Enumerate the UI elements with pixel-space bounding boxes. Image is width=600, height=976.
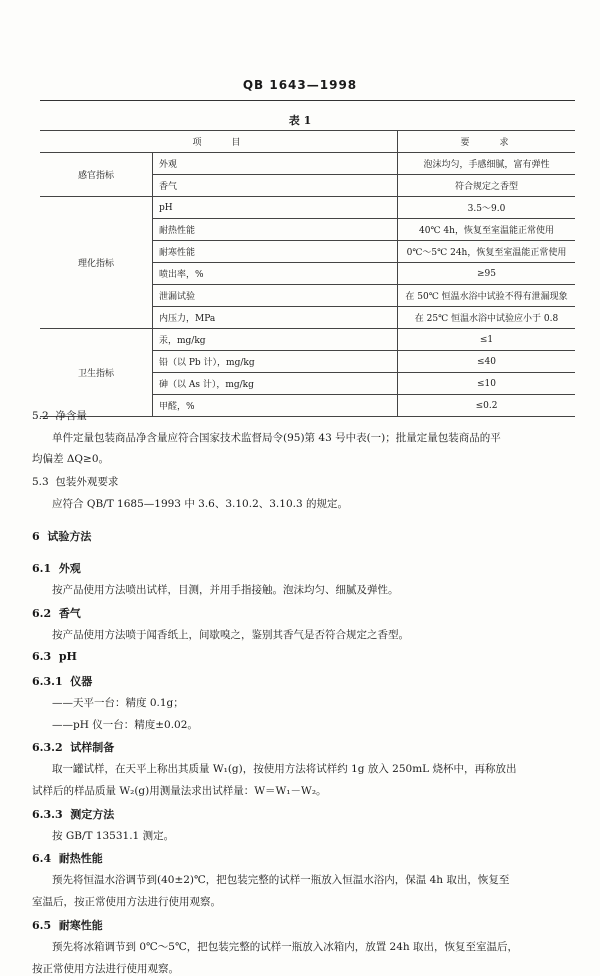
table-row [40, 197, 575, 219]
requirement-cell: 3.5～9.0 [398, 197, 576, 219]
section-heading-6 [32, 528, 91, 544]
section-heading-5-2 [32, 408, 87, 423]
item-cell: 外观 [153, 153, 398, 175]
requirement-cell: 泡沫均匀，手感细腻，富有弹性 [398, 153, 576, 175]
section-title: 净含量 [55, 410, 87, 422]
paragraph-line: 均偏差 ΔQ≥0。 [32, 453, 110, 465]
section-title: 仪器 [70, 675, 93, 688]
requirement-cell: 40℃ 4h，恢复至室温能正常使用 [398, 219, 576, 241]
document-code-header: QB 1643—1998 [242, 78, 358, 92]
paragraph-line: 取一罐试样，在天平上称出其质量 W₁(g)，按使用方法将试样约 1g 放入 250mL 烧杯中，再称放出 [52, 763, 517, 775]
paragraph-line: 按正常使用方法进行使用观察。 [32, 963, 179, 975]
section-heading-6-5 [32, 917, 103, 933]
section-number: 6 [32, 530, 40, 543]
requirement-cell: 符合规定之香型 [398, 175, 576, 197]
section-heading-6-3-2 [32, 739, 114, 755]
item-cell: 香气 [153, 175, 398, 197]
section-heading-6-4 [32, 850, 103, 866]
item-cell: 耐热性能 [153, 219, 398, 241]
section-title: 测定方法 [70, 808, 115, 821]
section-title: 外观 [58, 562, 81, 575]
requirement-cell: 0℃～5℃ 24h，恢复至室温能正常使用 [398, 241, 576, 263]
item-cell: 泄漏试验 [153, 285, 398, 307]
section-number: 6.1 [32, 562, 52, 575]
paragraph-line: 室温后，按正常使用方法进行使用观察。 [32, 896, 221, 908]
item-cell: pH [153, 197, 398, 219]
requirement-cell: ≤1 [398, 329, 576, 351]
section-number: 6.4 [32, 852, 52, 865]
paragraph-line: 试样后的样品质量 W₂(g)用测量法求出试样量：W＝W₁－W₂。 [32, 785, 327, 797]
table-title: 表 1 [288, 114, 312, 127]
section-number: 6.3.2 [32, 741, 63, 754]
list-line: ——pH 仪一台：精度±0.02。 [52, 719, 198, 731]
requirement-cell: ≤0.2 [398, 395, 576, 417]
section-title: 耐热性能 [58, 852, 103, 865]
section-number: 6.5 [32, 919, 52, 932]
category-cell: 卫生指标 [40, 329, 153, 417]
paragraph-line: 按产品使用方法喷出试样，目测，并用手指接触。泡沫均匀、细腻及弹性。 [52, 584, 399, 596]
paragraph-line: 应符合 QB/T 1685—1993 中 3.6、3.10.2、3.10.3 的规定。 [52, 498, 348, 510]
section-heading-6-1 [32, 560, 81, 576]
table-row [40, 153, 575, 175]
section-title: 试样制备 [70, 741, 115, 754]
section-heading-6-2 [32, 605, 81, 621]
section-number: 5.3 [32, 476, 49, 488]
paragraph-line: 按 GB/T 13531.1 测定。 [52, 830, 175, 842]
category-cell: 理化指标 [40, 197, 153, 329]
section-number: 6.3.3 [32, 808, 63, 821]
section-heading-6-3 [32, 650, 77, 663]
section-number: 6.3 [32, 650, 52, 663]
list-line: ——天平一台：精度 0.1g； [52, 697, 184, 709]
section-number: 5.2 [32, 410, 49, 422]
paragraph-line: 单件定量包装商品净含量应符合国家技术监督局令(95)第 43 号中表(一)；批量定量包装商品的平 [52, 432, 501, 444]
requirements-table [40, 130, 575, 417]
requirement-cell: ≤40 [398, 351, 576, 373]
table-row [40, 329, 575, 351]
section-heading-6-3-3 [32, 806, 114, 822]
item-cell: 甲醛，% [153, 395, 398, 417]
section-heading-5-3 [32, 474, 118, 489]
section-heading-6-3-1 [32, 673, 92, 689]
table-header-row [40, 131, 575, 153]
item-cell: 汞，mg/kg [153, 329, 398, 351]
requirement-cell: ≤10 [398, 373, 576, 395]
section-title: 耐寒性能 [58, 919, 103, 932]
paragraph-line: 预先将恒温水浴调节到(40±2)℃，把包装完整的试样一瓶放入恒温水浴内，保温 4h 取出，恢复至 [52, 874, 510, 886]
item-cell: 内压力，MPa [153, 307, 398, 329]
item-cell: 喷出率，% [153, 263, 398, 285]
requirement-cell: ≥95 [398, 263, 576, 285]
section-number: 6.2 [32, 607, 52, 620]
requirement-cell: 在 50℃ 恒温水浴中试验不得有泄漏现象 [398, 285, 576, 307]
section-number: 6.3.1 [32, 675, 63, 688]
section-title: 包装外观要求 [55, 476, 119, 488]
paragraph-line: 按产品使用方法喷于闻香纸上，间歇嗅之，鉴别其香气是否符合规定之香型。 [52, 629, 409, 641]
section-title: pH [58, 650, 77, 663]
requirement-cell: 在 25℃ 恒温水浴中试验应小于 0.8 [398, 307, 576, 329]
header-rule [40, 100, 575, 101]
item-cell: 耐寒性能 [153, 241, 398, 263]
column-header-requirement: 要 求 [398, 131, 576, 153]
paragraph-line: 预先将冰箱调节到 0℃～5℃，把包装完整的试样一瓶放入冰箱内，放置 24h 取出，恢复至室温后， [52, 941, 518, 953]
section-title: 香气 [58, 607, 81, 620]
item-cell: 铅（以 Pb 计），mg/kg [153, 351, 398, 373]
section-title: 试验方法 [47, 530, 92, 543]
column-header-item: 项 目 [40, 131, 398, 153]
category-cell: 感官指标 [40, 153, 153, 197]
item-cell: 砷（以 As 计），mg/kg [153, 373, 398, 395]
